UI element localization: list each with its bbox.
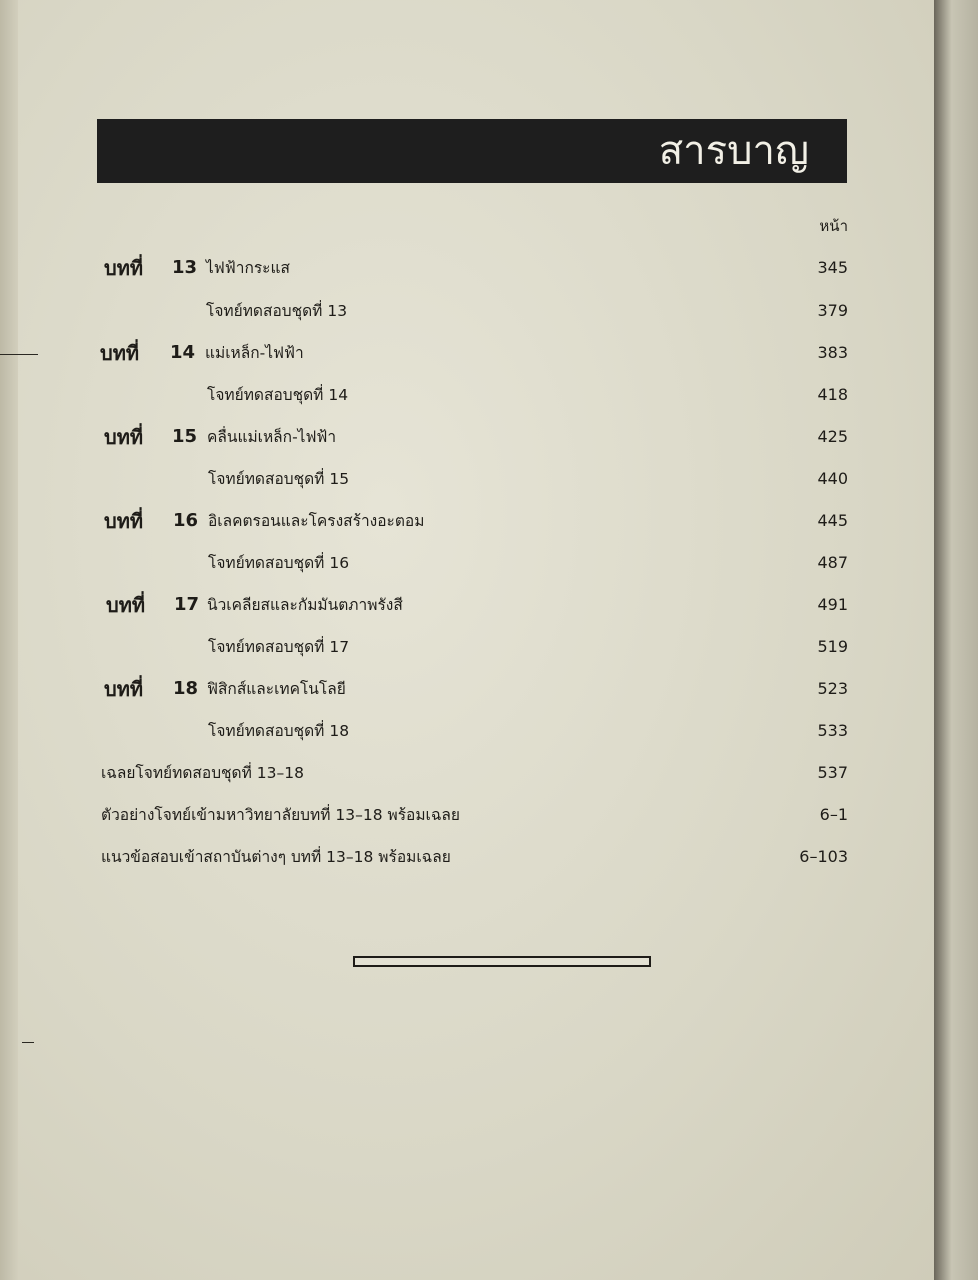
page-number: 487: [817, 553, 848, 572]
page-number: 6–1: [819, 805, 848, 824]
chapter-number: 16: [173, 510, 199, 531]
chapter-number: 15: [172, 426, 198, 447]
page-title: สารบาญ: [658, 128, 809, 174]
toc-row-chapter[interactable]: [0, 253, 978, 283]
test-title: โจทย์ทดสอบชุดที่ 16: [208, 554, 350, 572]
page-number: 383: [817, 343, 848, 362]
toc-row-chapter[interactable]: [0, 506, 978, 536]
chapter-label: บทที่: [100, 341, 140, 365]
toc-row-chapter[interactable]: [0, 590, 978, 620]
page-number: 445: [817, 511, 848, 530]
page-number: 6–103: [799, 847, 848, 866]
page-number: 491: [817, 595, 848, 614]
toc-row-test[interactable]: [0, 296, 978, 326]
title-banner: [97, 119, 847, 183]
chapter-number: 18: [173, 678, 199, 699]
chapter-title: ฟิสิกส์และเทคโนโลยี: [207, 680, 346, 698]
toc-row-appendix[interactable]: [0, 758, 978, 788]
page-number: 379: [817, 301, 848, 320]
toc-row-chapter[interactable]: [0, 338, 978, 368]
toc-row-test[interactable]: [0, 548, 978, 578]
chapter-title: แม่เหล็ก-ไฟฟ้า: [205, 344, 304, 362]
test-title: โจทย์ทดสอบชุดที่ 17: [208, 638, 350, 656]
decorative-rule: [353, 956, 651, 967]
page-number: 440: [817, 469, 848, 488]
toc-row-test[interactable]: [0, 464, 978, 494]
chapter-label: บทที่: [104, 677, 144, 701]
chapter-title: คลื่นแม่เหล็ก-ไฟฟ้า: [207, 428, 337, 446]
page-number: 523: [817, 679, 848, 698]
test-title: โจทย์ทดสอบชุดที่ 15: [208, 470, 350, 488]
chapter-label: บทที่: [104, 256, 144, 280]
chapter-label: บทที่: [104, 509, 144, 533]
test-title: โจทย์ทดสอบชุดที่ 18: [208, 722, 350, 740]
toc-row-test[interactable]: [0, 716, 978, 746]
test-title: โจทย์ทดสอบชุดที่ 14: [207, 386, 349, 404]
page-number: 425: [817, 427, 848, 446]
toc-row-test[interactable]: [0, 632, 978, 662]
page-number: 418: [817, 385, 848, 404]
chapter-title: ไฟฟ้ากระแส: [206, 259, 290, 277]
appendix-title: แนวข้อสอบเข้าสถาบันต่างๆ บทที่ 13–18 พร้อมเฉลย: [101, 848, 451, 866]
toc-row-appendix[interactable]: [0, 800, 978, 830]
toc-row-test[interactable]: [0, 380, 978, 410]
page-number: 537: [817, 763, 848, 782]
appendix-title: ตัวอย่างโจทย์เข้ามหาวิทยาลัยบทที่ 13–18 พร้อมเฉลย: [101, 806, 460, 824]
chapter-number: 14: [170, 342, 196, 363]
chapter-label: บทที่: [104, 425, 144, 449]
appendix-title: เฉลยโจทย์ทดสอบชุดที่ 13–18: [101, 764, 304, 782]
chapter-title: นิวเคลียสและกัมมันตภาพรังสี: [207, 596, 403, 614]
page-number: 519: [817, 637, 848, 656]
chapter-title: อิเลคตรอนและโครงสร้างอะตอม: [208, 512, 425, 530]
chapter-number: 17: [174, 594, 200, 615]
margin-mark: [22, 1042, 34, 1043]
page-number: 345: [817, 258, 848, 277]
chapter-label: บทที่: [106, 593, 146, 617]
toc-row-chapter[interactable]: [0, 422, 978, 452]
toc-row-chapter[interactable]: [0, 674, 978, 704]
page-number: 533: [817, 721, 848, 740]
test-title: โจทย์ทดสอบชุดที่ 13: [206, 302, 348, 320]
page-column-label: หน้า: [819, 217, 848, 235]
toc-row-appendix[interactable]: [0, 842, 978, 872]
chapter-number: 13: [172, 257, 198, 278]
